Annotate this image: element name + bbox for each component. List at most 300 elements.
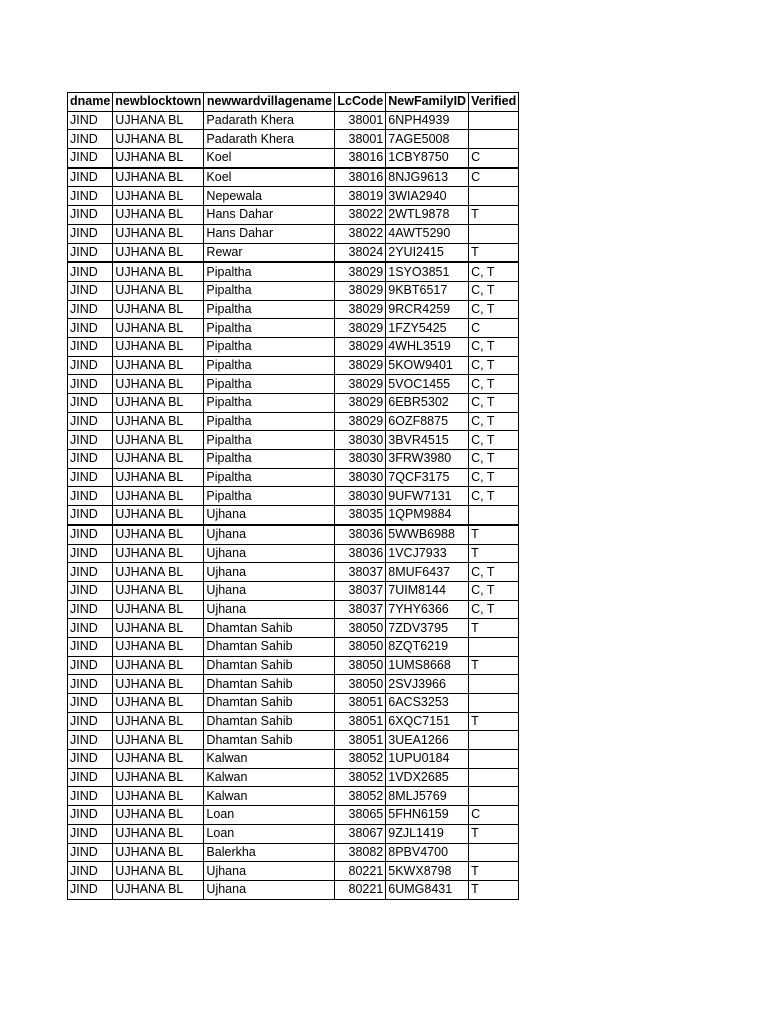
cell-lccode: 38016	[335, 149, 386, 168]
table-row	[68, 563, 519, 582]
table-row	[68, 581, 519, 600]
cell-newwardvillagename: Pipaltha	[204, 356, 335, 375]
table-row	[68, 149, 519, 168]
cell-newblocktown: UJHANA BL	[113, 619, 204, 638]
cell-dname: JIND	[68, 412, 113, 431]
header-newfamilyid: NewFamilyID	[386, 93, 469, 112]
cell-lccode: 38050	[335, 675, 386, 694]
cell-newblocktown: UJHANA BL	[113, 750, 204, 769]
cell-newfamilyid: 3FRW3980	[386, 450, 469, 469]
cell-lccode: 38050	[335, 637, 386, 656]
cell-newblocktown: UJHANA BL	[113, 843, 204, 862]
table-row	[68, 300, 519, 319]
table-row	[68, 394, 519, 413]
cell-dname: JIND	[68, 712, 113, 731]
header-verified: Verified	[469, 93, 519, 112]
table-row	[68, 468, 519, 487]
cell-newblocktown: UJHANA BL	[113, 243, 204, 262]
cell-newfamilyid: 4AWT5290	[386, 224, 469, 243]
header-row	[68, 93, 519, 112]
cell-lccode: 38022	[335, 206, 386, 225]
cell-verified: T	[469, 544, 519, 563]
table-row	[68, 525, 519, 544]
cell-lccode: 38030	[335, 450, 386, 469]
cell-verified	[469, 768, 519, 787]
cell-verified: C, T	[469, 394, 519, 413]
cell-lccode: 38035	[335, 506, 386, 525]
cell-lccode: 38024	[335, 243, 386, 262]
cell-lccode: 38051	[335, 712, 386, 731]
table-row	[68, 168, 519, 187]
cell-dname: JIND	[68, 300, 113, 319]
cell-dname: JIND	[68, 487, 113, 506]
table-row	[68, 675, 519, 694]
cell-newblocktown: UJHANA BL	[113, 468, 204, 487]
cell-newwardvillagename: Balerkha	[204, 843, 335, 862]
cell-newwardvillagename: Pipaltha	[204, 262, 335, 281]
cell-verified: C, T	[469, 468, 519, 487]
cell-dname: JIND	[68, 656, 113, 675]
cell-verified: T	[469, 712, 519, 731]
cell-verified: C, T	[469, 356, 519, 375]
cell-newwardvillagename: Padarath Khera	[204, 130, 335, 149]
cell-dname: JIND	[68, 206, 113, 225]
cell-lccode: 38052	[335, 787, 386, 806]
cell-dname: JIND	[68, 394, 113, 413]
header-newwardvillagename: newwardvillagename	[204, 93, 335, 112]
cell-dname: JIND	[68, 600, 113, 619]
cell-lccode: 38019	[335, 187, 386, 206]
cell-newfamilyid: 6NPH4939	[386, 111, 469, 130]
table-row	[68, 806, 519, 825]
table-row	[68, 450, 519, 469]
cell-dname: JIND	[68, 544, 113, 563]
table-header	[68, 93, 519, 112]
cell-newfamilyid: 9KBT6517	[386, 281, 469, 300]
cell-newblocktown: UJHANA BL	[113, 637, 204, 656]
header-newblocktown: newblocktown	[113, 93, 204, 112]
table-row	[68, 431, 519, 450]
cell-newwardvillagename: Dhamtan Sahib	[204, 656, 335, 675]
cell-newblocktown: UJHANA BL	[113, 563, 204, 582]
cell-dname: JIND	[68, 806, 113, 825]
cell-newwardvillagename: Ujhana	[204, 600, 335, 619]
cell-newwardvillagename: Dhamtan Sahib	[204, 619, 335, 638]
cell-newwardvillagename: Koel	[204, 149, 335, 168]
cell-dname: JIND	[68, 694, 113, 713]
cell-newblocktown: UJHANA BL	[113, 319, 204, 338]
cell-newblocktown: UJHANA BL	[113, 431, 204, 450]
cell-newfamilyid: 1VDX2685	[386, 768, 469, 787]
table-row	[68, 656, 519, 675]
cell-verified	[469, 130, 519, 149]
cell-newblocktown: UJHANA BL	[113, 675, 204, 694]
cell-newfamilyid: 2YUI2415	[386, 243, 469, 262]
cell-newblocktown: UJHANA BL	[113, 206, 204, 225]
cell-newfamilyid: 6EBR5302	[386, 394, 469, 413]
cell-newwardvillagename: Pipaltha	[204, 450, 335, 469]
cell-newblocktown: UJHANA BL	[113, 450, 204, 469]
cell-dname: JIND	[68, 319, 113, 338]
cell-newblocktown: UJHANA BL	[113, 880, 204, 899]
cell-dname: JIND	[68, 619, 113, 638]
table-row	[68, 544, 519, 563]
cell-newwardvillagename: Loan	[204, 806, 335, 825]
cell-newwardvillagename: Kalwan	[204, 787, 335, 806]
cell-lccode: 38029	[335, 394, 386, 413]
cell-newfamilyid: 9UFW7131	[386, 487, 469, 506]
cell-dname: JIND	[68, 731, 113, 750]
cell-newblocktown: UJHANA BL	[113, 487, 204, 506]
cell-dname: JIND	[68, 843, 113, 862]
cell-lccode: 38001	[335, 130, 386, 149]
cell-newfamilyid: 1UPU0184	[386, 750, 469, 769]
cell-newfamilyid: 8MUF6437	[386, 563, 469, 582]
cell-newfamilyid: 2SVJ3966	[386, 675, 469, 694]
header-dname: dname	[68, 93, 113, 112]
table-row	[68, 768, 519, 787]
family-id-table	[67, 92, 519, 900]
cell-newblocktown: UJHANA BL	[113, 300, 204, 319]
cell-newwardvillagename: Ujhana	[204, 880, 335, 899]
cell-lccode: 80221	[335, 880, 386, 899]
cell-newfamilyid: 8PBV4700	[386, 843, 469, 862]
cell-dname: JIND	[68, 262, 113, 281]
cell-newwardvillagename: Dhamtan Sahib	[204, 694, 335, 713]
cell-dname: JIND	[68, 130, 113, 149]
cell-dname: JIND	[68, 356, 113, 375]
cell-verified	[469, 731, 519, 750]
cell-newfamilyid: 2WTL9878	[386, 206, 469, 225]
table-row	[68, 375, 519, 394]
cell-newfamilyid: 6ACS3253	[386, 694, 469, 713]
cell-newwardvillagename: Rewar	[204, 243, 335, 262]
cell-newfamilyid: 9RCR4259	[386, 300, 469, 319]
cell-verified: T	[469, 824, 519, 843]
cell-newfamilyid: 8ZQT6219	[386, 637, 469, 656]
cell-newwardvillagename: Dhamtan Sahib	[204, 731, 335, 750]
cell-verified: C, T	[469, 563, 519, 582]
cell-newblocktown: UJHANA BL	[113, 356, 204, 375]
cell-newwardvillagename: Ujhana	[204, 525, 335, 544]
table-row	[68, 243, 519, 262]
cell-newblocktown: UJHANA BL	[113, 656, 204, 675]
cell-newwardvillagename: Padarath Khera	[204, 111, 335, 130]
cell-newblocktown: UJHANA BL	[113, 862, 204, 881]
cell-newblocktown: UJHANA BL	[113, 262, 204, 281]
cell-verified: C, T	[469, 281, 519, 300]
cell-lccode: 38022	[335, 224, 386, 243]
cell-verified: T	[469, 243, 519, 262]
cell-dname: JIND	[68, 581, 113, 600]
cell-newblocktown: UJHANA BL	[113, 506, 204, 525]
table-row	[68, 637, 519, 656]
cell-newfamilyid: 4WHL3519	[386, 337, 469, 356]
cell-newfamilyid: 3BVR4515	[386, 431, 469, 450]
cell-verified: C, T	[469, 262, 519, 281]
cell-newblocktown: UJHANA BL	[113, 337, 204, 356]
cell-lccode: 38029	[335, 300, 386, 319]
cell-newfamilyid: 8NJG9613	[386, 168, 469, 187]
cell-newfamilyid: 7ZDV3795	[386, 619, 469, 638]
table-row	[68, 281, 519, 300]
cell-newwardvillagename: Dhamtan Sahib	[204, 675, 335, 694]
cell-dname: JIND	[68, 224, 113, 243]
cell-verified: C, T	[469, 300, 519, 319]
cell-lccode: 38082	[335, 843, 386, 862]
cell-newfamilyid: 1UMS8668	[386, 656, 469, 675]
cell-lccode: 38030	[335, 431, 386, 450]
cell-newwardvillagename: Koel	[204, 168, 335, 187]
cell-newfamilyid: 3UEA1266	[386, 731, 469, 750]
cell-newfamilyid: 7AGE5008	[386, 130, 469, 149]
cell-verified: C, T	[469, 487, 519, 506]
table-row	[68, 880, 519, 899]
cell-verified: C, T	[469, 412, 519, 431]
cell-newfamilyid: 6XQC7151	[386, 712, 469, 731]
cell-verified	[469, 187, 519, 206]
table-row	[68, 356, 519, 375]
cell-dname: JIND	[68, 880, 113, 899]
cell-lccode: 38050	[335, 656, 386, 675]
cell-newblocktown: UJHANA BL	[113, 731, 204, 750]
cell-dname: JIND	[68, 468, 113, 487]
cell-dname: JIND	[68, 149, 113, 168]
cell-dname: JIND	[68, 431, 113, 450]
cell-newwardvillagename: Pipaltha	[204, 375, 335, 394]
cell-lccode: 38051	[335, 731, 386, 750]
cell-lccode: 38065	[335, 806, 386, 825]
cell-newwardvillagename: Pipaltha	[204, 487, 335, 506]
cell-newfamilyid: 6UMG8431	[386, 880, 469, 899]
table-row	[68, 843, 519, 862]
cell-newwardvillagename: Pipaltha	[204, 337, 335, 356]
cell-newwardvillagename: Dhamtan Sahib	[204, 637, 335, 656]
cell-verified	[469, 111, 519, 130]
cell-newfamilyid: 5KOW9401	[386, 356, 469, 375]
cell-verified: T	[469, 206, 519, 225]
cell-lccode: 38037	[335, 600, 386, 619]
cell-newfamilyid: 5KWX8798	[386, 862, 469, 881]
cell-dname: JIND	[68, 111, 113, 130]
cell-newblocktown: UJHANA BL	[113, 712, 204, 731]
table-row	[68, 824, 519, 843]
cell-newblocktown: UJHANA BL	[113, 375, 204, 394]
cell-newblocktown: UJHANA BL	[113, 168, 204, 187]
cell-dname: JIND	[68, 506, 113, 525]
table-row	[68, 262, 519, 281]
table-row	[68, 862, 519, 881]
table-row	[68, 487, 519, 506]
cell-newblocktown: UJHANA BL	[113, 111, 204, 130]
cell-lccode: 38029	[335, 337, 386, 356]
cell-newwardvillagename: Dhamtan Sahib	[204, 712, 335, 731]
cell-lccode: 38029	[335, 356, 386, 375]
cell-lccode: 38029	[335, 375, 386, 394]
cell-newblocktown: UJHANA BL	[113, 694, 204, 713]
cell-verified: T	[469, 862, 519, 881]
cell-lccode: 80221	[335, 862, 386, 881]
table-row	[68, 712, 519, 731]
cell-newfamilyid: 1SYO3851	[386, 262, 469, 281]
cell-newwardvillagename: Ujhana	[204, 506, 335, 525]
cell-dname: JIND	[68, 375, 113, 394]
cell-newwardvillagename: Hans Dahar	[204, 206, 335, 225]
cell-lccode: 38001	[335, 111, 386, 130]
cell-verified: C, T	[469, 581, 519, 600]
cell-verified: T	[469, 525, 519, 544]
cell-verified: C, T	[469, 450, 519, 469]
cell-newfamilyid: 8MLJ5769	[386, 787, 469, 806]
table-row	[68, 224, 519, 243]
cell-verified: C	[469, 149, 519, 168]
cell-newwardvillagename: Pipaltha	[204, 319, 335, 338]
cell-newblocktown: UJHANA BL	[113, 581, 204, 600]
cell-newfamilyid: 1CBY8750	[386, 149, 469, 168]
cell-verified	[469, 637, 519, 656]
cell-lccode: 38029	[335, 281, 386, 300]
cell-newblocktown: UJHANA BL	[113, 130, 204, 149]
table-row	[68, 694, 519, 713]
cell-verified: T	[469, 880, 519, 899]
cell-newwardvillagename: Kalwan	[204, 768, 335, 787]
cell-dname: JIND	[68, 824, 113, 843]
cell-verified	[469, 843, 519, 862]
cell-lccode: 38029	[335, 319, 386, 338]
cell-verified	[469, 675, 519, 694]
cell-newwardvillagename: Pipaltha	[204, 468, 335, 487]
cell-lccode: 38030	[335, 468, 386, 487]
cell-newblocktown: UJHANA BL	[113, 806, 204, 825]
cell-dname: JIND	[68, 787, 113, 806]
cell-newblocktown: UJHANA BL	[113, 187, 204, 206]
cell-newblocktown: UJHANA BL	[113, 394, 204, 413]
cell-verified	[469, 750, 519, 769]
cell-verified: C	[469, 319, 519, 338]
table-row	[68, 750, 519, 769]
cell-newblocktown: UJHANA BL	[113, 224, 204, 243]
cell-verified: T	[469, 656, 519, 675]
cell-newwardvillagename: Ujhana	[204, 544, 335, 563]
cell-newfamilyid: 1FZY5425	[386, 319, 469, 338]
table-row	[68, 619, 519, 638]
table-body	[68, 111, 519, 899]
cell-newfamilyid: 7UIM8144	[386, 581, 469, 600]
cell-lccode: 38050	[335, 619, 386, 638]
cell-verified: C, T	[469, 337, 519, 356]
cell-lccode: 38029	[335, 412, 386, 431]
cell-verified	[469, 506, 519, 525]
cell-newblocktown: UJHANA BL	[113, 149, 204, 168]
table-row	[68, 130, 519, 149]
cell-dname: JIND	[68, 187, 113, 206]
table-row	[68, 319, 519, 338]
cell-verified: T	[469, 619, 519, 638]
cell-lccode: 38029	[335, 262, 386, 281]
cell-newblocktown: UJHANA BL	[113, 525, 204, 544]
cell-verified	[469, 694, 519, 713]
table-row	[68, 412, 519, 431]
cell-newblocktown: UJHANA BL	[113, 600, 204, 619]
cell-lccode: 38037	[335, 563, 386, 582]
cell-lccode: 38036	[335, 525, 386, 544]
cell-lccode: 38016	[335, 168, 386, 187]
cell-lccode: 38052	[335, 750, 386, 769]
cell-verified: C	[469, 168, 519, 187]
cell-verified	[469, 224, 519, 243]
table-row	[68, 187, 519, 206]
cell-lccode: 38052	[335, 768, 386, 787]
cell-newblocktown: UJHANA BL	[113, 281, 204, 300]
cell-dname: JIND	[68, 525, 113, 544]
cell-newfamilyid: 7YHY6366	[386, 600, 469, 619]
cell-newwardvillagename: Pipaltha	[204, 394, 335, 413]
cell-lccode: 38030	[335, 487, 386, 506]
cell-newfamilyid: 9ZJL1419	[386, 824, 469, 843]
cell-dname: JIND	[68, 637, 113, 656]
cell-newwardvillagename: Pipaltha	[204, 412, 335, 431]
cell-newfamilyid: 5WWB6988	[386, 525, 469, 544]
table-row	[68, 206, 519, 225]
cell-dname: JIND	[68, 862, 113, 881]
cell-dname: JIND	[68, 243, 113, 262]
table-row	[68, 111, 519, 130]
cell-newwardvillagename: Pipaltha	[204, 431, 335, 450]
cell-lccode: 38067	[335, 824, 386, 843]
cell-dname: JIND	[68, 450, 113, 469]
cell-verified	[469, 787, 519, 806]
cell-lccode: 38037	[335, 581, 386, 600]
cell-verified: C, T	[469, 431, 519, 450]
cell-lccode: 38051	[335, 694, 386, 713]
cell-verified: C, T	[469, 375, 519, 394]
cell-newfamilyid: 1QPM9884	[386, 506, 469, 525]
cell-newfamilyid: 6OZF8875	[386, 412, 469, 431]
cell-dname: JIND	[68, 563, 113, 582]
cell-newblocktown: UJHANA BL	[113, 412, 204, 431]
table-row	[68, 731, 519, 750]
cell-dname: JIND	[68, 768, 113, 787]
cell-newwardvillagename: Hans Dahar	[204, 224, 335, 243]
table-row	[68, 506, 519, 525]
spreadsheet	[67, 92, 519, 900]
cell-newblocktown: UJHANA BL	[113, 787, 204, 806]
header-lccode: LcCode	[335, 93, 386, 112]
cell-newwardvillagename: Pipaltha	[204, 300, 335, 319]
cell-newwardvillagename: Nepewala	[204, 187, 335, 206]
cell-newwardvillagename: Pipaltha	[204, 281, 335, 300]
cell-dname: JIND	[68, 281, 113, 300]
cell-newfamilyid: 3WIA2940	[386, 187, 469, 206]
cell-newblocktown: UJHANA BL	[113, 544, 204, 563]
table-row	[68, 787, 519, 806]
table-row	[68, 600, 519, 619]
cell-newfamilyid: 5VOC1455	[386, 375, 469, 394]
cell-newwardvillagename: Ujhana	[204, 581, 335, 600]
cell-dname: JIND	[68, 750, 113, 769]
cell-verified: C, T	[469, 600, 519, 619]
cell-lccode: 38036	[335, 544, 386, 563]
cell-newfamilyid: 7QCF3175	[386, 468, 469, 487]
cell-newwardvillagename: Kalwan	[204, 750, 335, 769]
cell-newwardvillagename: Ujhana	[204, 862, 335, 881]
cell-dname: JIND	[68, 675, 113, 694]
cell-newfamilyid: 5FHN6159	[386, 806, 469, 825]
cell-newblocktown: UJHANA BL	[113, 768, 204, 787]
cell-newwardvillagename: Ujhana	[204, 563, 335, 582]
cell-newblocktown: UJHANA BL	[113, 824, 204, 843]
cell-verified: C	[469, 806, 519, 825]
